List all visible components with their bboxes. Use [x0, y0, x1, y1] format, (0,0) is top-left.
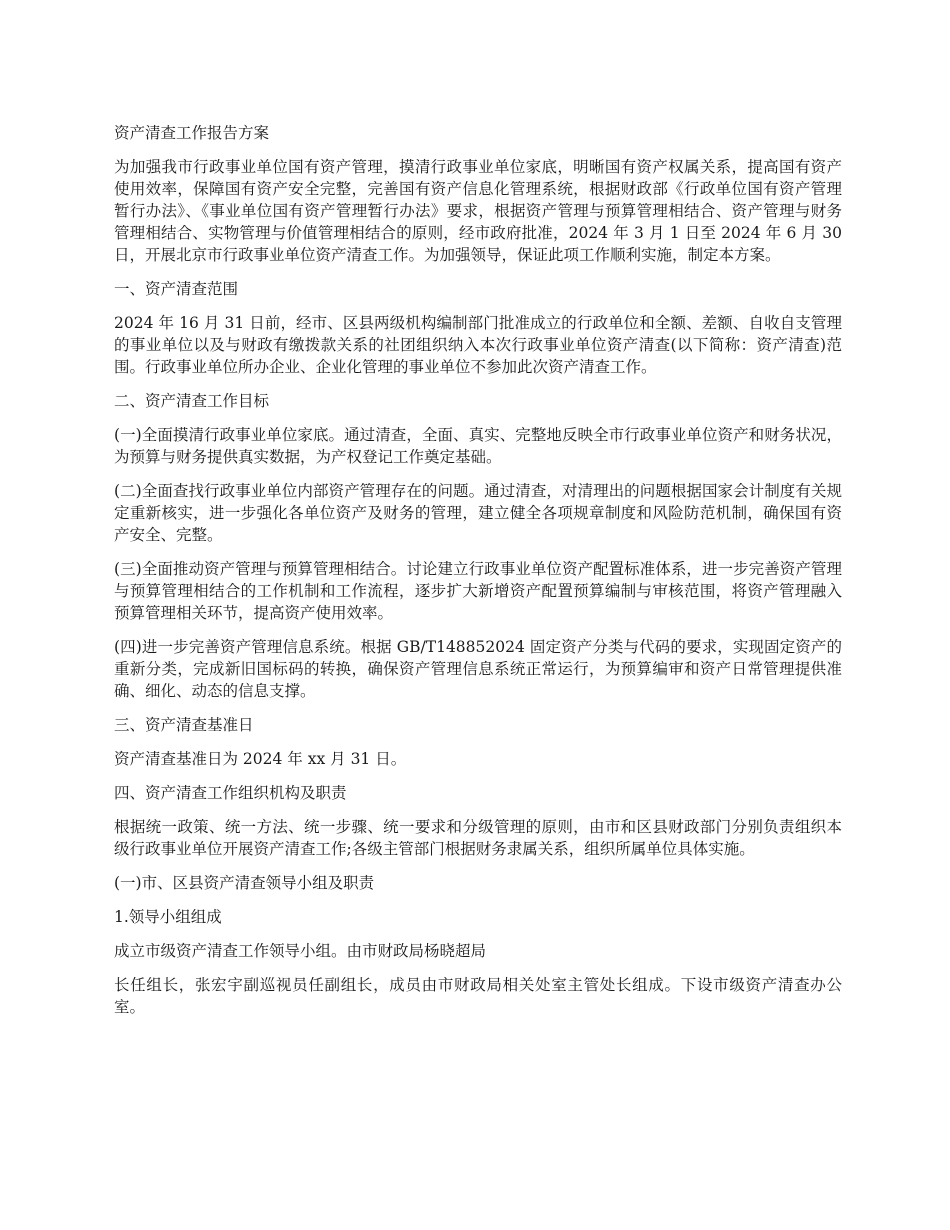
goal-paragraph-3: (三)全面推动资产管理与预算管理相结合。讨论建立行政事业单位资产配置标准体系，进一步完善资产管理与预算管理相结合的工作机制和工作流程，逐步扩大新增资产配置预算编制与审核范围，将资产管理融入预算管理相关环节，提高资产使用效率。: [114, 560, 842, 622]
goal-paragraph-4: (四)进一步完善资产管理信息系统。根据 GB/T148852024 固定资产分类与代码的要求，实现固定资产的重新分类，完成新旧国标码的转换，确保资产管理信息系统正常运行，为预算编审和资产日常管理提供准确、细化、动态的信息支撑。: [114, 638, 842, 700]
section-heading-organization: 四、资产清查工作组织机构及职责: [114, 784, 347, 802]
group-paragraph-2: 长任组长，张宏宇副巡视员任副组长，成员由市财政局相关处室主管处长组成。下设市级资产清查办公室。: [114, 976, 842, 1016]
section-heading-goals: 二、资产清查工作目标: [114, 392, 270, 410]
group-paragraph-1: 成立市级资产清查工作领导小组。由市财政局杨晓超局: [114, 942, 487, 960]
goal-paragraph-1: (一)全面摸清行政事业单位家底。通过清查，全面、真实、完整地反映全市行政事业单位资产和财务状况，为预算与财务提供真实数据，为产权登记工作奠定基础。: [114, 426, 842, 466]
section-heading-scope: 一、资产清查范围: [114, 280, 239, 298]
intro-paragraph: 为加强我市行政事业单位国有资产管理，摸清行政事业单位家底，明晰国有资产权属关系，提高国有资产使用效率，保障国有资产安全完整，完善国有资产信息化管理系统，根据财政部《行政单位国有资产管理暂行办法》、《事业单位国有资产管理暂行办法》要求，根据资产管理与预算管理相结合、资产管理与财务管理相结合、实物管理与价值管理相结合的原则，经市政府批准，2024 年 3 月 1 日至 2024 年 6 月 30 日，开展北京市行政事业单位资产清查工作。为加强领导，保证此项工作顺利实施，制定本方案。: [114, 158, 842, 264]
scope-paragraph: 2024 年 16 月 31 日前，经市、区县两级机构编制部门批准成立的行政单位和全额、差额、自收自支管理的事业单位以及与财政有缴拨款关系的社团组织纳入本次行政事业单位资产清查(以下简称：资产清查)范围。行政事业单位所办企业、企业化管理的事业单位不参加此次资产清查工作。: [114, 314, 842, 376]
goal-paragraph-2: (二)全面查找行政事业单位内部资产管理存在的问题。通过清查，对清理出的问题根据国家会计制度有关规定重新核实，进一步强化各单位资产及财务的管理，建立健全各项规章制度和风险防范机制，确保国有资产安全、完整。: [114, 482, 842, 544]
subheading-group-composition: 1.领导小组组成: [114, 908, 222, 926]
document-body: [114, 122, 842, 1030]
organization-paragraph: 根据统一政策、统一方法、统一步骤、统一要求和分级管理的原则，由市和区县财政部门分别负责组织本级行政事业单位开展资产清查工作;各级主管部门根据财务隶属关系，组织所属单位具体实施。: [114, 818, 842, 858]
subheading-leading-group: (一)市、区县资产清查领导小组及职责: [114, 874, 375, 892]
section-heading-base-date: 三、资产清查基准日: [114, 716, 254, 734]
base-date-paragraph: 资产清查基准日为 2024 年 xx 月 31 日。: [114, 750, 407, 768]
document-title: 资产清查工作报告方案: [114, 124, 270, 142]
